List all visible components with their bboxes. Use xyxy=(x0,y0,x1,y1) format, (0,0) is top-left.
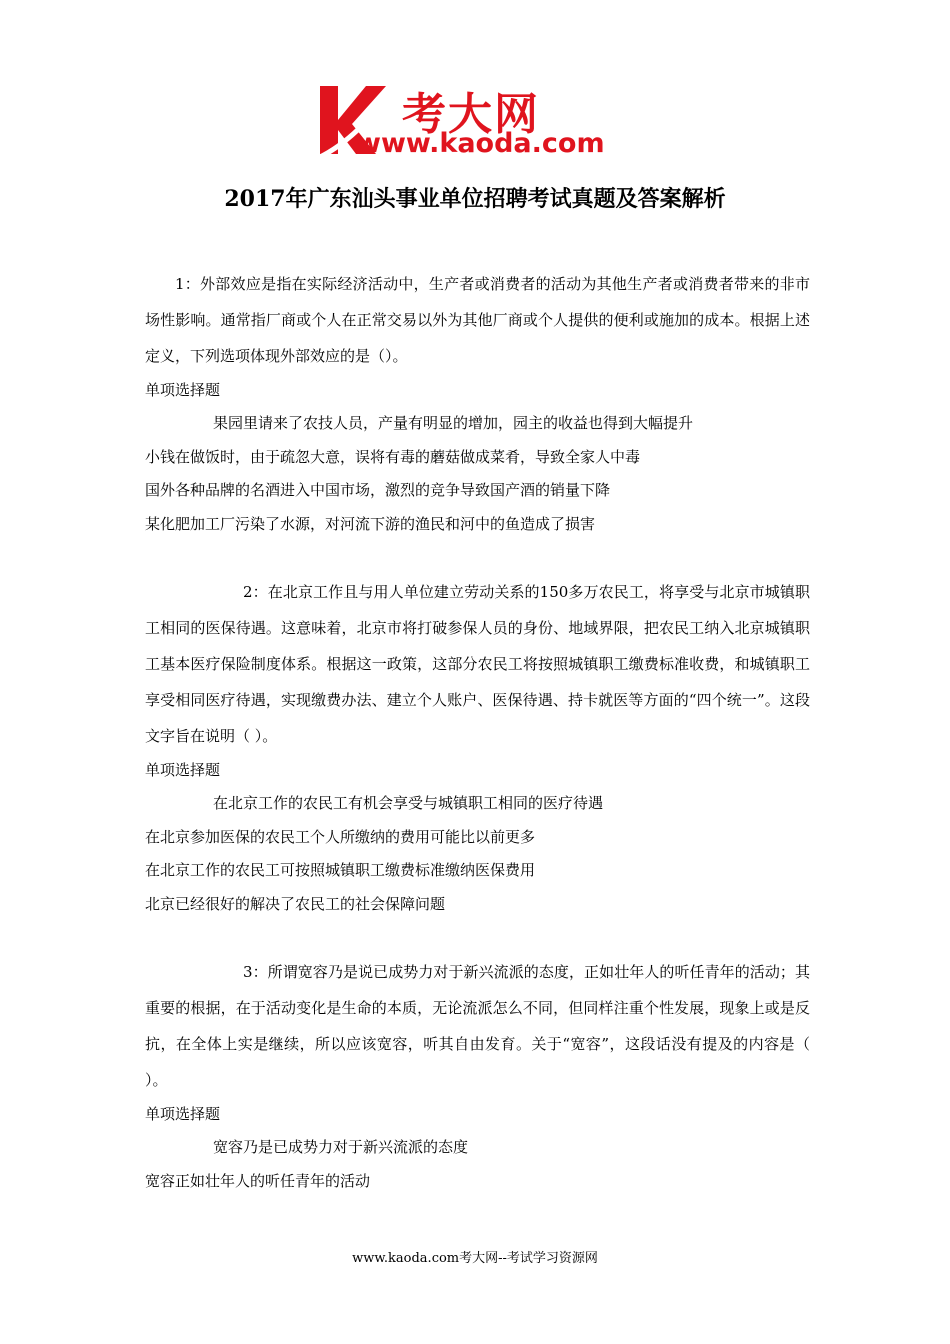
question-type-3: 单项选择题 xyxy=(145,1105,221,1123)
kaoda-logo xyxy=(316,80,638,162)
page-footer: www.kaoda.com考大网--考试学习资源网 xyxy=(352,1251,598,1266)
question-stem-3: 3：所谓宽容乃是说已成势力对于新兴流派的态度，正如壮年人的听任青年的活动；其重要的根据，在于活动变化是生命的本质，无论流派怎么不同，但同样注重个性发展，现象上或是反抗，在全体上实是继续，所以应该宽容，听其自由发育。关于“宽容”，这段话没有提及的内容是（ ）。 xyxy=(145,963,810,1089)
logo-url-text: www.kaoda.com xyxy=(356,128,605,159)
option-3a: 宽容乃是已成势力对于新兴流派的态度 xyxy=(213,1138,469,1156)
option-2d: 北京已经很好的解决了农民工的社会保障问题 xyxy=(145,894,446,913)
option-3b: 宽容正如壮年人的听任青年的活动 xyxy=(145,1171,371,1190)
option-2b: 在北京参加医保的农民工个人所缴纳的费用可能比以前更多 xyxy=(145,827,536,846)
option-1c: 国外各种品牌的名酒进入中国市场，激烈的竞争导致国产酒的销量下降 xyxy=(145,481,611,499)
question-type-2: 单项选择题 xyxy=(145,761,221,779)
question-type-1: 单项选择题 xyxy=(145,381,221,399)
question-list xyxy=(145,266,810,1198)
option-2c: 在北京工作的农民工可按照城镇职工缴费标准缴纳医保费用 xyxy=(145,861,536,879)
option-1a: 果园里请来了农技人员，产量有明显的增加，园主的收益也得到大幅提升 xyxy=(213,414,694,432)
question-stem-1: 1：外部效应是指在实际经济活动中，生产者或消费者的活动为其他生产者或消费者带来的非市场性影响。通常指厂商或个人在正常交易以外为其他厂商或个人提供的便利或施加的成本。根据上述定义，下列选项体现外部效应的是（）。 xyxy=(145,275,810,365)
option-1d: 某化肥加工厂污染了水源，对河流下游的渔民和河中的鱼造成了损害 xyxy=(145,514,596,533)
logo-brand-text: 考大网 xyxy=(402,89,540,140)
page-title: 2017年广东汕头事业单位招聘考试真题及答案解析 xyxy=(224,186,726,212)
question-stem-2: 2：在北京工作且与用人单位建立劳动关系的150多万农民工，将享受与北京市城镇职工相同的医保待遇。这意味着，北京市将打破参保人员的身份、地域界限，把农民工纳入北京城镇职工基本医疗保险制度体系。根据这一政策，这部分农民工将按照城镇职工缴费标准收费，和城镇职工享受相同医疗待遇，实现缴费办法、建立个人账户、医保待遇、持卡就医等方面的“四个统一”。这段文字旨在说明（ ）。 xyxy=(145,583,810,745)
option-2a: 在北京工作的农民工有机会享受与城镇职工相同的医疗待遇 xyxy=(213,794,604,812)
option-1b: 小钱在做饭时，由于疏忽大意，误将有毒的蘑菇做成菜肴，导致全家人中毒 xyxy=(145,447,641,466)
